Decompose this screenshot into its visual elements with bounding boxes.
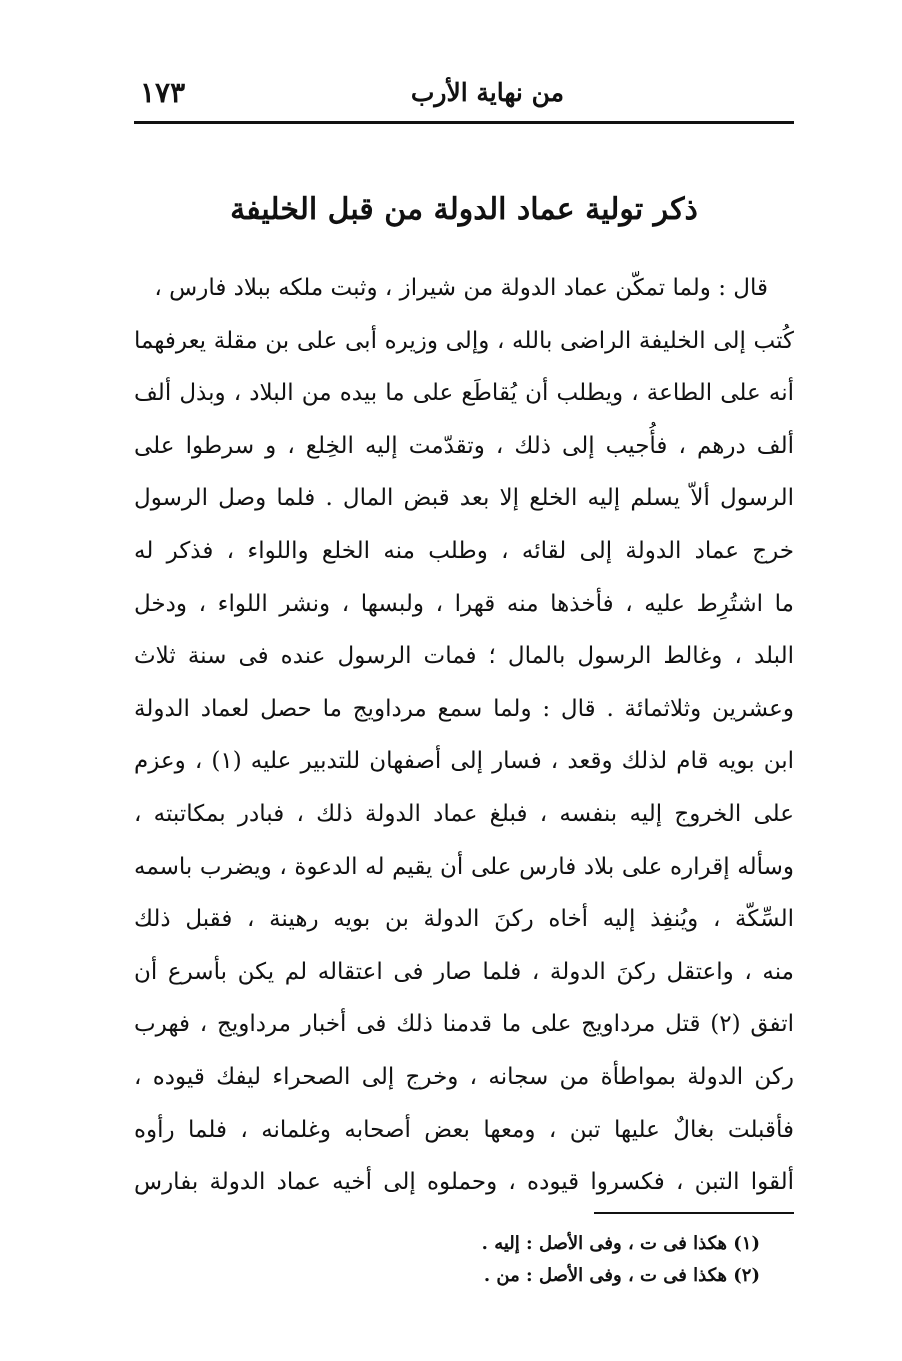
body-line: فأقبلت بغالٌ عليها تبن ، ومعها بعض أصحابه وغلمانه ، فلما رأوه xyxy=(134,1116,794,1143)
body-line: ابن بويه قام لذلك وقعد ، فسار إلى أصفهان للتدبير عليه (١) ، وعزم xyxy=(134,748,794,775)
footnotes xyxy=(300,1228,760,1292)
running-header-title: من نهاية الأرب xyxy=(410,78,564,107)
body-line: قال : ولما تمكّن عماد الدولة من شيراز ، وثبت ملكه ببلاد فارس ، xyxy=(154,275,768,301)
body-line: السِّكّة ، ويُنفِذ إليه أخاه ركنَ الدولة بن بويه رهينة ، فقبل ذلك xyxy=(134,906,794,933)
footnote-divider xyxy=(594,1212,794,1214)
body-line: ألف درهم ، فأُجيب إلى ذلك ، وتقدّمت إليه الخِلع ، و سرطوا على xyxy=(134,432,795,459)
body-line: كُتب إلى الخليفة الراضى بالله ، وإلى وزيره أبى على بن مقلة يعرفهما xyxy=(134,327,794,354)
body-line: وسأله إقراره على بلاد فارس على أن يقيم له الدعوة ، ويضرب باسمه xyxy=(134,853,794,880)
page-number: ١٧٣ xyxy=(140,76,186,109)
body-line: البلد ، وغالط الرسول بالمال ؛ فمات الرسول عنده فى سنة ثلاث xyxy=(134,643,794,670)
body-line: اتفق (٢) قتل مرداويج على ما قدمنا ذلك فى أخبار مرداويج ، فهرب xyxy=(134,1011,794,1038)
body-line: على الخروج إليه بنفسه ، فبلغ عماد الدولة ذلك ، فبادر بمكاتبته ، xyxy=(134,800,794,827)
body-line: ما اشتُرِط عليه ، فأخذها منه قهرا ، ولبسها ، ونشر اللواء ، ودخل xyxy=(134,590,794,617)
footnote-1: (١) هكذا فى ت ، وفى الأصل : إليه . xyxy=(481,1233,760,1254)
body-paragraph xyxy=(134,262,794,1209)
body-line: خرج عماد الدولة إلى لقائه ، وطلب منه الخلع واللواء ، فذكر له xyxy=(134,537,794,564)
running-header xyxy=(134,72,794,118)
body-line: منه ، واعتقل ركنَ الدولة ، فلما صار فى اعتقاله لم يكن بأسرع أن xyxy=(134,958,794,985)
body-line: ركن الدولة بمواطأة من سجانه ، وخرج إلى الصحراء ليفك قيوده ، xyxy=(134,1063,794,1090)
body-line: ألقوا التبن ، فكسروا قيوده ، وحملوه إلى أخيه عماد الدولة بفارس xyxy=(134,1169,794,1196)
body-line: الرسول ألاّ يسلم إليه الخلع إلا بعد قبض المال . فلما وصل الرسول xyxy=(134,485,794,512)
body-line: أنه على الطاعة ، ويطلب أن يُقاطَع على ما بيده من البلاد ، وبذل ألف xyxy=(134,380,794,407)
section-title: ذكر تولية عماد الدولة من قبل الخليفة xyxy=(230,192,698,227)
footnote-2: (٢) هكذا فى ت ، وفى الأصل : من . xyxy=(483,1265,760,1286)
body-line: وعشرين وثلاثمائة . قال : ولما سمع مرداويج ما حصل لعماد الدولة xyxy=(134,695,794,722)
header-divider xyxy=(134,121,794,124)
